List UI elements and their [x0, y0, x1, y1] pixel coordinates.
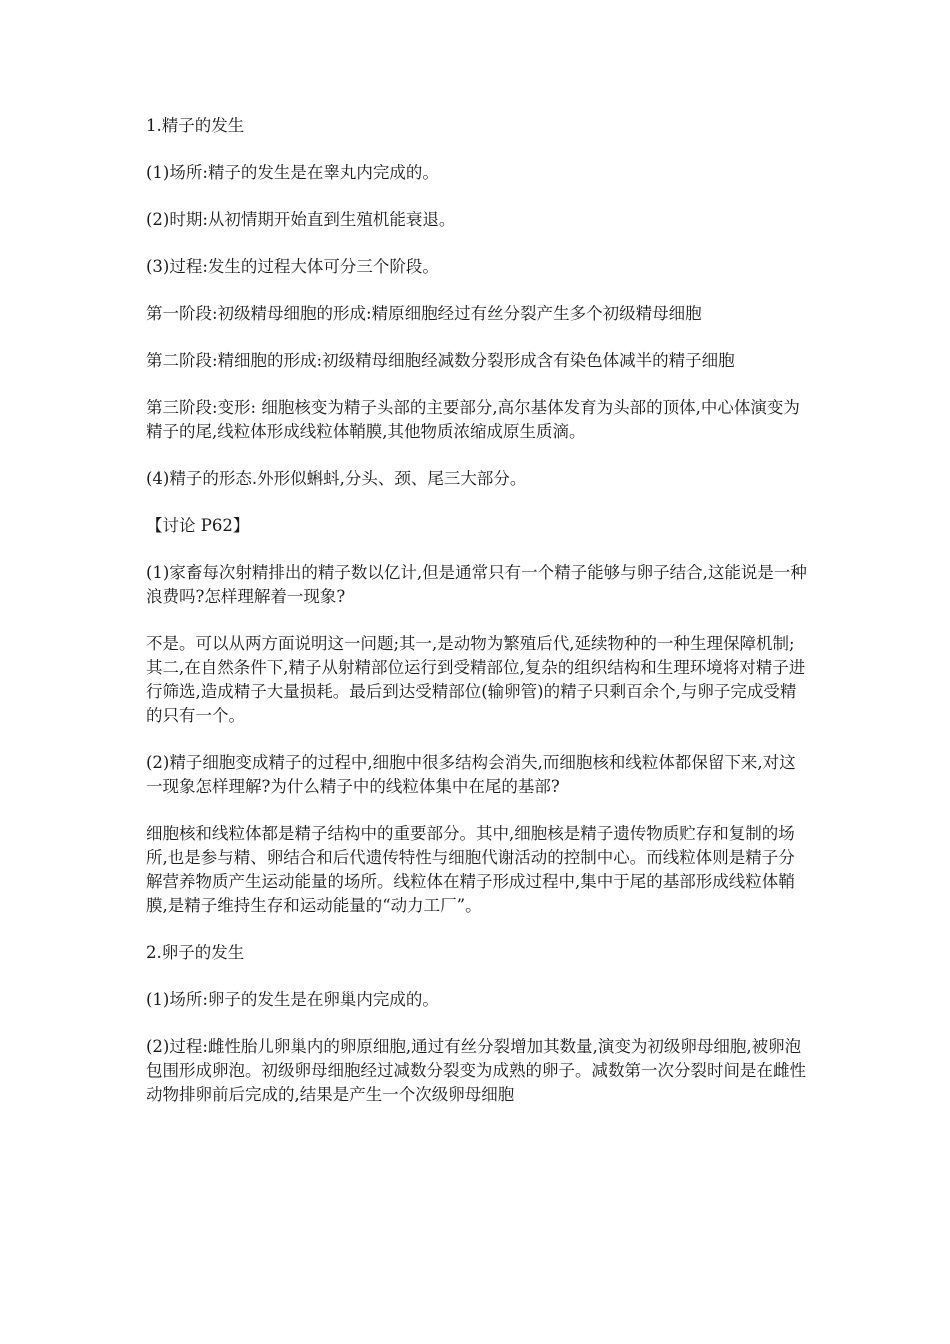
- paragraph-sperm-process: (3)过程:发生的过程大体可分三个阶段。: [146, 257, 439, 276]
- paragraph-stage-two: 第二阶段:精细胞的形成:初级精母细胞经减数分裂形成含有染色体减半的精子细胞: [146, 351, 735, 370]
- section-heading-sperm: 1.精子的发生: [146, 116, 245, 135]
- discussion-question-2: (2)精子细胞变成精子的过程中,细胞中很多结构会消失,而细胞核和线粒体都保留下来,对这一现象怎样理解?为什么精子中的线粒体集中在尾的基部?: [146, 753, 796, 796]
- paragraph-egg-location: (1)场所:卵子的发生是在卵巢内完成的。: [146, 990, 439, 1009]
- paragraph-egg-process: (2)过程:雌性胎儿卵巢内的卵原细胞,通过有丝分裂增加其数量,演变为初级卵母细胞,被卵泡包围形成卵泡。初级卵母细胞经过减数分裂变为成熟的卵子。减数第一次分裂时间是在雌性动物排卵前后完成的,结果是产生一个次级卵母细胞: [146, 1037, 806, 1104]
- document-page: [146, 114, 810, 1130]
- paragraph-sperm-shape: (4)精子的形态.外形似蝌蚪,分头、颈、尾三大部分。: [146, 469, 527, 488]
- paragraph-stage-three: 第三阶段:变形: 细胞核变为精子头部的主要部分,高尔基体发育为头部的顶体,中心体演变为精子的尾,线粒体形成线粒体鞘膜,其他物质浓缩成原生质滴。: [146, 398, 800, 441]
- paragraph-stage-one: 第一阶段:初级精母细胞的形成:精原细胞经过有丝分裂产生多个初级精母细胞: [146, 304, 702, 323]
- discussion-question-1: (1)家畜每次射精排出的精子数以亿计,但是通常只有一个精子能够与卵子结合,这能说是一种浪费吗?怎样理解着一现象?: [146, 563, 807, 606]
- paragraph-sperm-period: (2)时期:从初情期开始直到生殖机能衰退。: [146, 210, 456, 229]
- discussion-heading: 【讨论 P62】: [146, 516, 250, 535]
- paragraph-sperm-location: (1)场所:精子的发生是在睾丸内完成的。: [146, 163, 439, 182]
- discussion-answer-2: 细胞核和线粒体都是精子结构中的重要部分。其中,细胞核是精子遗传物质贮存和复制的场所,也是参与精、卵结合和后代遗传特性与细胞代谢活动的控制中心。而线粒体则是精子分解营养物质产生运动能量的场所。线粒体在精子形成过程中,集中于尾的基部形成线粒体鞘膜,是精子维持生存和运动能量的“动力工厂”。: [146, 824, 795, 915]
- discussion-answer-1: 不是。可以从两方面说明这一问题;其一,是动物为繁殖后代,延续物种的一种生理保障机制;其二,在自然条件下,精子从射精部位运行到受精部位,复杂的组织结构和生理环境将对精子进行筛选,造成精子大量损耗。最后到达受精部位(输卵管)的精子只剩百余个,与卵子完成受精的只有一个。: [146, 634, 806, 725]
- section-heading-egg: 2.卵子的发生: [146, 943, 245, 962]
